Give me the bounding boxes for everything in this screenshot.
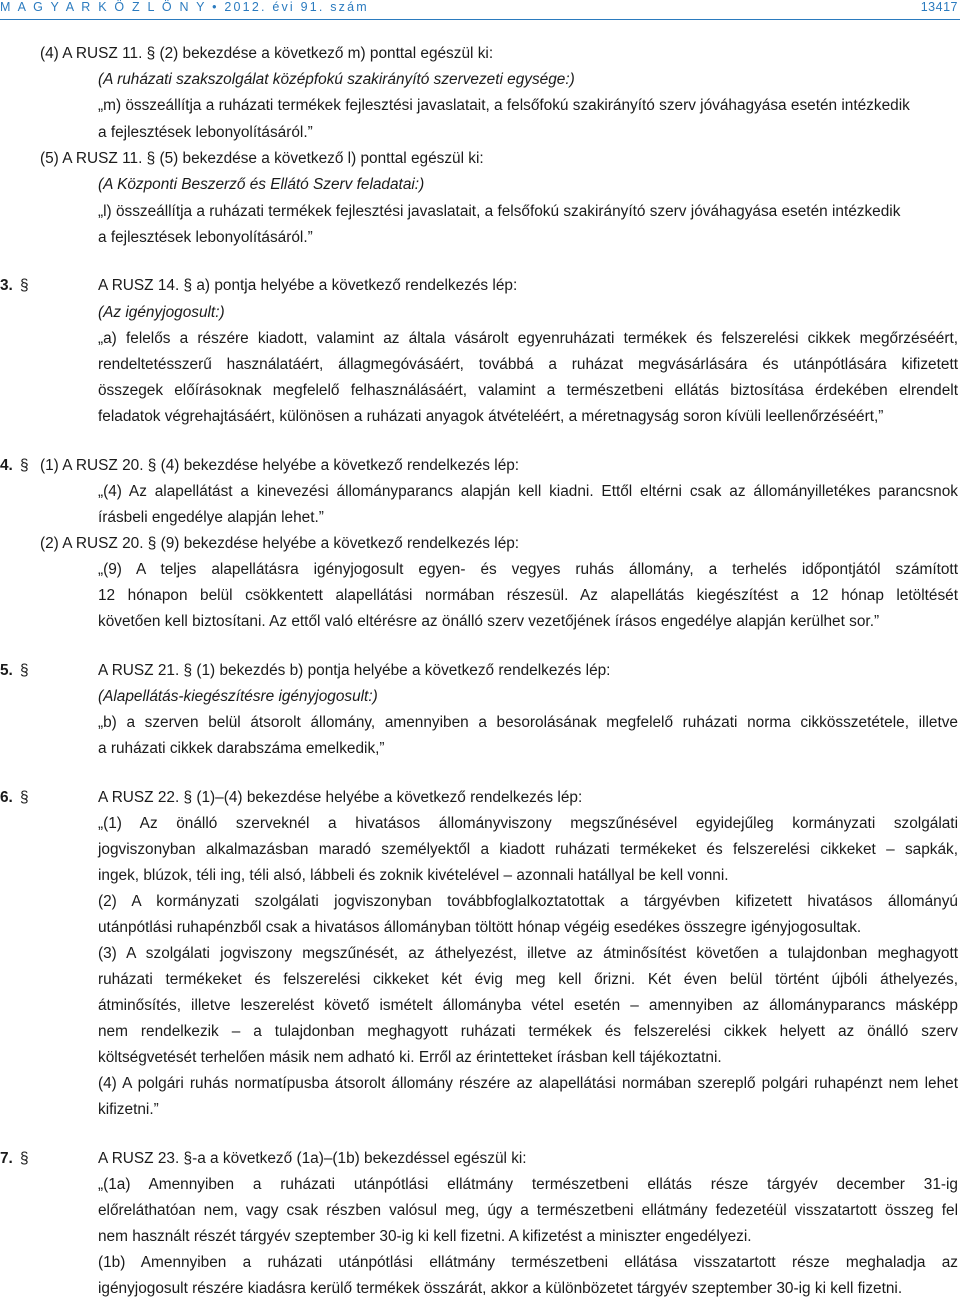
paragraph-line: (4) A RUSZ 11. § (2) bekezdése a következő m) ponttal egészül ki: <box>40 45 494 62</box>
section-symbol: § <box>20 277 29 294</box>
paragraph-line: összegek előírásoknak megfelelő felhasználásáért, valamint a természetbeni ellátás biztosítása érdekében elrendelt <box>98 382 958 399</box>
paragraph-line: utánpótlási ruhapénzből csak a hivatásos állományban töltött hónap végéig esedékes összegre igényjogosultak. <box>98 919 862 936</box>
paragraph-line: a fejlesztések lebonyolításáról.” <box>98 229 313 246</box>
paragraph-line: (A ruházati szakszolgálat középfokú szakirányító szervezeti egysége:) <box>98 71 575 88</box>
paragraph-line: előreláthatóan nem, vagy csak részben valósul meg, úgy a természetbeni ellátmány fedezetéül visszatartott összeg fel <box>98 1202 958 1219</box>
paragraph-line: „l) összeállítja a ruházati termékek fejlesztési javaslatait, a felsőfokú szakirányító szerv jóváhagyása esetén intézkedik <box>98 203 901 220</box>
paragraph-line: „(1a) Amennyiben a ruházati utánpótlási ellátmány természetbeni ellátás része tárgyév december 31-ig <box>98 1176 958 1193</box>
page-number: 13417 <box>920 0 958 14</box>
paragraph-line: a fejlesztések lebonyolításáról.” <box>98 124 313 141</box>
paragraph-line: (5) A RUSZ 11. § (5) bekezdése a következő l) ponttal egészül ki: <box>40 150 484 167</box>
paragraph-line: (2) A RUSZ 20. § (9) bekezdése helyébe a következő rendelkezés lép: <box>40 535 520 552</box>
section-number: 4. <box>0 457 13 474</box>
paragraph-line: ingek, blúzok, téli ing, téli alsó, lábbeli és zoknik kivételével – azonnali hatállyal be kell vonni. <box>98 867 729 884</box>
paragraph-line: (4) A polgári ruhás normatípusba átsorolt állomány részére az alapellátási normában szereplő polgári ruhapénzt nem lehet <box>98 1075 958 1092</box>
paragraph-line: ruházati termékeket és felszerelési cikkeket két évig meg kell őrizni. Két éven belül történt újbóli áthelyezés, <box>98 971 958 988</box>
paragraph-line: A RUSZ 14. § a) pontja helyébe a következő rendelkezés lép: <box>98 277 518 294</box>
paragraph-line: „a) felelős a részére kiadott, valamint az általa vásárolt egyenruházati termékek és felszerelési cikkek megőrzéséért, <box>98 330 958 347</box>
publication-title: M A G Y A R K Ö Z L Ö N Y • 2012. évi 91. szám <box>0 0 369 14</box>
paragraph-line: (2) A kormányzati szolgálati jogviszonyban továbbfoglalkoztatottak a tárgyévben kifizetett hivatásos állományú <box>98 893 958 910</box>
paragraph-line: nem használt részét tárgyév szeptember 30-ig ki kell fizetni. A kifizetést a miniszter engedélyezi. <box>98 1228 752 1245</box>
paragraph-line: „m) összeállítja a ruházati termékek fejlesztési javaslatait, a felsőfokú szakirányító szerv jóváhagyása esetén intézkedik <box>98 97 910 114</box>
paragraph-line: A RUSZ 21. § (1) bekezdés b) pontja helyébe a következő rendelkezés lép: <box>98 662 611 679</box>
paragraph-line: feladatok végrehajtásáért, különösen a ruházati anyagok átvételéért, a méretnagyság soron kívüli leellenőrzéséért,” <box>98 408 884 425</box>
paragraph-line: 12 hónapon belül csökkentett alapellátási normában részesül. Az alapellátás kiegészítést a 12 hónap letöltését <box>98 587 958 604</box>
paragraph-line: nem rendelkezik – a tulajdonban meghagyott ruházati termékek és felszerelési cikkek helyett az önálló szerv <box>98 1023 958 1040</box>
paragraph-line: írásbeli engedélye alapján lehet.” <box>98 509 324 526</box>
paragraph-line: (1b) Amennyiben a ruházati utánpótlási ellátmány természetbeni ellátása visszatartott része meghaladja az <box>98 1254 958 1271</box>
section-number: 7. <box>0 1150 13 1167</box>
paragraph-line: követően kell biztosítani. Az ettől való eltérésre az önálló szerv vezetőjének írásos engedélye alapján kerülhet sor.” <box>98 613 880 630</box>
paragraph-line: rendeltetésszerű használatáért, állagmegóvásáért, továbbá a ruházat megvásárlására és utánpótlására kifizetett <box>98 356 958 373</box>
paragraph-line: (Az igényjogosult:) <box>98 304 225 321</box>
paragraph-line: (1) A RUSZ 20. § (4) bekezdése helyébe a következő rendelkezés lép: <box>40 457 520 474</box>
paragraph-line: (A Központi Beszerző és Ellátó Szerv feladatai:) <box>98 176 425 193</box>
header-divider <box>0 19 960 20</box>
paragraph-line: (Alapellátás-kiegészítésre igényjogosult:) <box>98 688 378 705</box>
paragraph-line: „(4) Az alapellátást a kinevezési állományparancs alapján kell kiadni. Ettől eltérni csak az állományilletékes parancsnok <box>98 483 958 500</box>
section-number: 6. <box>0 789 13 806</box>
paragraph-line: jogviszonyban alkalmazásban maradó személyektől a kiadott ruházati termékeket és felszerelési cikkeket – sapkák, <box>98 841 958 858</box>
paragraph-line: igényjogosult részére kiadásra kerülő termékek összárát, akkor a különbözetet tárgyév szeptember 30-ig ki kell fizetni. <box>98 1280 903 1297</box>
paragraph-line: a ruházati cikkek darabszáma emelkedik,” <box>98 740 385 757</box>
paragraph-line: kifizetni.” <box>98 1101 159 1118</box>
section-symbol: § <box>20 662 29 679</box>
paragraph-line: „(1) Az önálló szerveknél a hivatásos állományviszony megszűnésével egyidejűleg kormányzati szolgálati <box>98 815 958 832</box>
paragraph-line: átminősítés, illetve leszerelést követő ismételt állományba vétel esetén – amennyiben az állományparancs másképp <box>98 997 958 1014</box>
paragraph-line: „(9) A teljes alapellátásra igényjogosult egyen- és vegyes ruhás állomány, a terhelés időpontjától számított <box>98 561 958 578</box>
section-symbol: § <box>20 789 29 806</box>
paragraph-line: költségvetését terhelően másik nem adható ki. Erről az érintetteket írásban kell tájékoztatni. <box>98 1049 722 1066</box>
section-number: 3. <box>0 277 13 294</box>
section-number: 5. <box>0 662 13 679</box>
paragraph-line: A RUSZ 23. §-a a következő (1a)–(1b) bekezdéssel egészül ki: <box>98 1150 527 1167</box>
paragraph-line: (3) A szolgálati jogviszony megszűnését, az áthelyezést, illetve az átminősítést követően a tulajdonban meghagyott <box>98 945 958 962</box>
section-symbol: § <box>20 1150 29 1167</box>
paragraph-line: A RUSZ 22. § (1)–(4) bekezdése helyébe a következő rendelkezés lép: <box>98 789 583 806</box>
paragraph-line: „b) a szerven belül átsorolt állomány, amennyiben a besorolásának megfelelő ruházati norma cikkösszetétele, illetve <box>98 714 958 731</box>
section-symbol: § <box>20 457 29 474</box>
page-header <box>0 0 960 20</box>
